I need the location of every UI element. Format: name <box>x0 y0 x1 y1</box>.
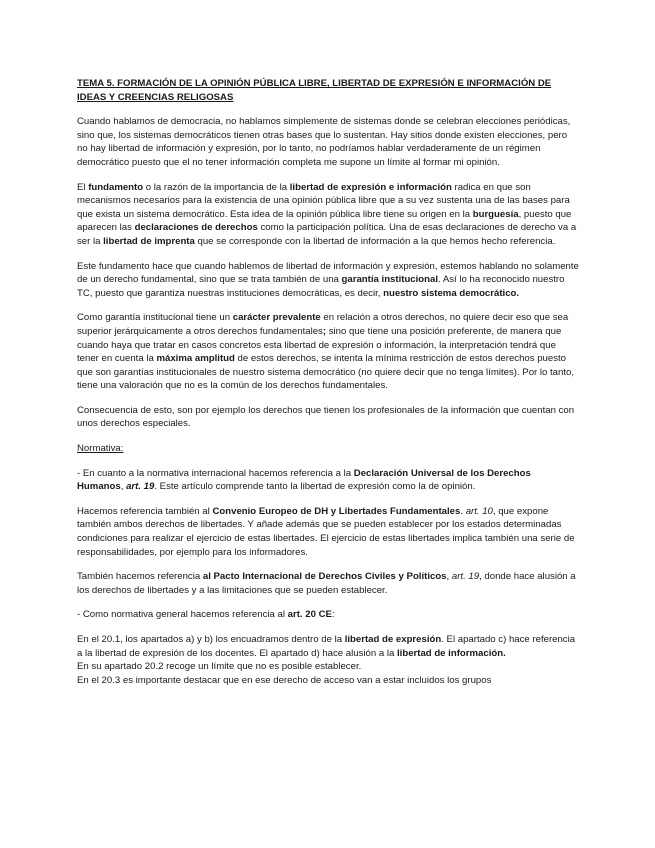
bold-term: burguesía <box>472 208 519 220</box>
paragraph-art-20-3 <box>77 674 579 688</box>
bold-term: libertad de expresión e información <box>289 181 452 193</box>
text-run: . Así lo ha reconocido nuestro TC, puesto que garantiza nuestras instituciones democráticas, es decir, <box>77 274 565 299</box>
text-run: El <box>77 181 89 193</box>
bold-term: nuestro sistema democrático. <box>383 287 520 299</box>
text-run: Este fundamento hace que cuando hablemos de libertad de información y expresión, estemos hablando no solamente de un derecho fundamental, sino que se trata también de una <box>77 260 579 286</box>
paragraph-art-20-1 <box>77 633 579 660</box>
paragraph-convenio <box>77 505 579 559</box>
text-run: que se corresponde con la libertad de información a la que hemos hecho referencia. <box>194 235 556 247</box>
text-run: como la participación política. Una de esas declaraciones de derecho va a ser la <box>77 222 577 247</box>
text-run: . <box>460 505 466 517</box>
article-ref: art. 19 <box>126 481 155 493</box>
text-run: - Como normativa general hacemos referencia al <box>77 609 288 621</box>
paragraph-consecuencia <box>77 404 579 431</box>
bold-term: libertad de información. <box>397 647 506 659</box>
paragraph-intro <box>77 115 579 169</box>
page-title: TEMA 5. FORMACIÓN DE LA OPINIÓN PÚBLICA LIBRE, LIBERTAD DE EXPRESIÓN E INFORMACIÓN DE IDEAS Y CREENCIAS RELIGOSAS <box>77 78 552 103</box>
text-run: : <box>331 609 335 621</box>
paragraph-fundamento <box>77 181 579 249</box>
paragraph-dudh <box>77 467 579 494</box>
text-run: Como garantía institucional tiene un <box>77 312 233 324</box>
text-run: , <box>120 481 127 493</box>
text-run: Hacemos referencia también al <box>77 505 213 517</box>
paragraph-text: Consecuencia de esto, son por ejemplo los derechos que tienen los profesionales de la información que cuentan con unos derechos especiales. <box>77 404 575 430</box>
paragraph-prevalente <box>77 311 579 393</box>
paragraph-text: Cuando hablamos de democracia, no hablamos simplemente de sistemas donde se celebran elecciones periódicas, sino que, los sistemas democráticos tienen otras bases que lo sustentan. Hay sitios donde existen elecciones, pero no hay libertad de información y expresión, por lo tanto, no podríamos hablar verdaderamente de un régimen democrático puesto que el no tener información completa me supone un límite al formar mi opinión. <box>77 116 571 168</box>
text-run: en relación a otros derechos, no quiere decir eso que sea superior jerárquicamente a otros derechos fundamentales <box>77 312 569 337</box>
text-run: - En cuanto a la normativa internacional hacemos referencia a la <box>77 467 354 479</box>
bold-term: fundamento <box>88 181 144 193</box>
bold-term: garantía institucional <box>341 274 439 286</box>
paragraph-normativa-general <box>77 608 579 622</box>
text-run: , que expone también ambos derechos de libertades. Y añade además que se pueden establecer por los estados determinadas condiciones para realizar el ejercicio de estas libertades. El ejercicio de estas libertades implica también una serie de responsabilidades, por ejemplo para los informadores. <box>77 505 575 558</box>
article-ref: art. 19 <box>451 571 480 583</box>
bold-term: Declaración Universal de los Derechos Humanos <box>77 467 531 493</box>
text-run: , <box>446 571 452 583</box>
paragraph-art-20-2 <box>77 660 579 674</box>
section-heading-normativa <box>77 442 579 456</box>
text-run: . El apartado c) hace referencia a la libertad de expresión de los docentes. El apartado d) hace alusión a la <box>77 634 576 659</box>
text-run: o la razón de la importancia de la <box>143 181 290 193</box>
text-run: , puesto que aparecen las <box>77 208 572 234</box>
bold-term: máxima amplitud <box>156 353 235 365</box>
bold-term: libertad de expresión <box>344 634 442 645</box>
text-run: sino que tiene una posición preferente, de manera que cuando haya que tratar en casos concretos esta libertad de expresión o información, la interpretación tendrá que tener en cuenta la <box>77 325 562 365</box>
paragraph-garantia <box>77 260 579 301</box>
article-ref: art. 10 <box>465 505 493 517</box>
text-run: radica en que son mecanismos necesarios para la existencia de una opinión pública libre que a su vez sustenta una de las bases para que exista un sistema democrático. Esta idea de la opinión pública libre tiene su origen en la <box>77 181 570 220</box>
paragraph-pacto <box>77 570 579 597</box>
document-body <box>77 77 579 687</box>
bold-term: al Pacto Internacional de Derechos Civiles y Políticos <box>202 571 447 583</box>
paragraph-text: En su apartado 20.2 recoge un límite que no es posible establecer. <box>77 661 362 673</box>
bold-term: art. 20 CE <box>287 609 332 621</box>
heading-text: Normativa: <box>77 443 124 455</box>
text-run: de estos derechos, se intenta la mínima restricción de estos derechos puesto que son garantías institucionales de nuestro sistema democrático (no quiere decir que no tenga límites). Por lo tanto, tiene una valoración que no es la común de los derechos fundamentales. <box>77 353 575 392</box>
paragraph-text: En el 20.3 es importante destacar que en ese derecho de acceso van a estar incluidos los grupos <box>77 674 492 686</box>
text-run: También hacemos referencia <box>77 571 203 583</box>
bold-term: libertad de imprenta <box>103 235 195 247</box>
bold-term: Convenio Europeo de DH y Libertades Fundamentales <box>212 505 461 517</box>
text-run: . Este artículo comprende tanto la libertad de expresión como la de opinión. <box>154 481 476 493</box>
text-run: En el 20.1, los apartados a) y b) los encuadramos dentro de la <box>77 634 345 645</box>
text-run: , donde hace alusión a los derechos de libertades y a las limitaciones que se pueden establecer. <box>77 571 576 596</box>
bold-term: declaraciones de derechos <box>134 222 258 234</box>
bold-term: ; <box>322 325 327 337</box>
bold-term: carácter prevalente <box>232 312 321 324</box>
